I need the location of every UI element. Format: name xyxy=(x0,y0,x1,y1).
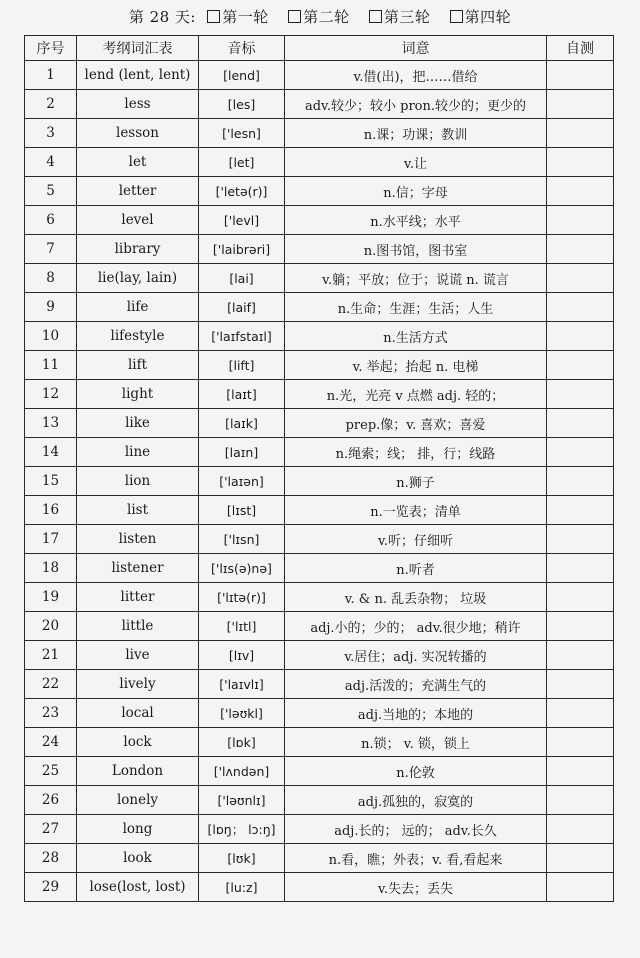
row-word: lend (lent, lent) xyxy=(77,61,199,90)
row-phonetic: ['letə(r)] xyxy=(199,177,285,206)
round-2-label: 第二轮 xyxy=(303,8,350,26)
row-phonetic: [lɒk] xyxy=(199,728,285,757)
row-number: 26 xyxy=(25,786,77,815)
row-meaning: adj.孤独的，寂寞的 xyxy=(285,786,547,815)
row-phonetic: [laɪn] xyxy=(199,438,285,467)
table-row xyxy=(25,496,614,525)
row-number: 3 xyxy=(25,119,77,148)
row-self-test-cell[interactable] xyxy=(547,873,614,902)
row-phonetic: ['levl] xyxy=(199,206,285,235)
row-phonetic: [lʊk] xyxy=(199,844,285,873)
row-self-test-cell[interactable] xyxy=(547,293,614,322)
row-word: lonely xyxy=(77,786,199,815)
row-word: little xyxy=(77,612,199,641)
row-word: light xyxy=(77,380,199,409)
row-word: litter xyxy=(77,583,199,612)
row-self-test-cell[interactable] xyxy=(547,815,614,844)
row-word: lock xyxy=(77,728,199,757)
row-number: 24 xyxy=(25,728,77,757)
row-phonetic: ['lɪtə(r)] xyxy=(199,583,285,612)
row-self-test-cell[interactable] xyxy=(547,554,614,583)
row-number: 16 xyxy=(25,496,77,525)
row-meaning: adj.小的；少的； adv.很少地；稍许 xyxy=(285,612,547,641)
vocabulary-table xyxy=(24,35,614,902)
row-phonetic: [laɪk] xyxy=(199,409,285,438)
row-meaning: n.图书馆，图书室 xyxy=(285,235,547,264)
row-meaning: n.水平线；水平 xyxy=(285,206,547,235)
table-row xyxy=(25,525,614,554)
row-number: 18 xyxy=(25,554,77,583)
row-word: lose(lost, lost) xyxy=(77,873,199,902)
row-phonetic: [les] xyxy=(199,90,285,119)
table-row xyxy=(25,351,614,380)
row-meaning: n.听者 xyxy=(285,554,547,583)
column-header-word: 考纲词汇表 xyxy=(77,36,199,61)
row-meaning: n.一览表；清单 xyxy=(285,496,547,525)
table-row xyxy=(25,757,614,786)
table-row xyxy=(25,786,614,815)
row-phonetic: ['lɪsn] xyxy=(199,525,285,554)
row-meaning: n.绳索；线； 排，行；线路 xyxy=(285,438,547,467)
row-meaning: v.听；仔细听 xyxy=(285,525,547,554)
table-header-row xyxy=(25,36,614,61)
row-phonetic: [lai] xyxy=(199,264,285,293)
row-meaning: v.借(出)，把……借给 xyxy=(285,61,547,90)
row-word: like xyxy=(77,409,199,438)
row-meaning: n.生命；生涯；生活；人生 xyxy=(285,293,547,322)
round-2-checkbox[interactable] xyxy=(288,10,301,23)
row-self-test-cell[interactable] xyxy=(547,206,614,235)
table-row xyxy=(25,467,614,496)
row-word: London xyxy=(77,757,199,786)
row-word: lesson xyxy=(77,119,199,148)
row-self-test-cell[interactable] xyxy=(547,612,614,641)
table-row xyxy=(25,612,614,641)
row-self-test-cell[interactable] xyxy=(547,438,614,467)
row-self-test-cell[interactable] xyxy=(547,235,614,264)
row-word: list xyxy=(77,496,199,525)
row-self-test-cell[interactable] xyxy=(547,699,614,728)
row-word: let xyxy=(77,148,199,177)
row-word: lifestyle xyxy=(77,322,199,351)
row-self-test-cell[interactable] xyxy=(547,844,614,873)
row-meaning: v.居住；adj. 实况转播的 xyxy=(285,641,547,670)
table-row xyxy=(25,235,614,264)
column-header-meaning: 词意 xyxy=(285,36,547,61)
row-number: 20 xyxy=(25,612,77,641)
row-word: lift xyxy=(77,351,199,380)
row-self-test-cell[interactable] xyxy=(547,641,614,670)
row-self-test-cell[interactable] xyxy=(547,148,614,177)
table-row xyxy=(25,293,614,322)
row-phonetic: ['ləʊkl] xyxy=(199,699,285,728)
row-number: 13 xyxy=(25,409,77,438)
table-row xyxy=(25,583,614,612)
row-meaning: v. 举起；抬起 n. 电梯 xyxy=(285,351,547,380)
row-phonetic: ['ləʊnlɪ] xyxy=(199,786,285,815)
round-4-checkbox[interactable] xyxy=(450,10,463,23)
row-word: letter xyxy=(77,177,199,206)
row-word: listen xyxy=(77,525,199,554)
column-header-phonetic: 音标 xyxy=(199,36,285,61)
row-number: 5 xyxy=(25,177,77,206)
row-word: level xyxy=(77,206,199,235)
row-self-test-cell[interactable] xyxy=(547,61,614,90)
row-self-test-cell[interactable] xyxy=(547,728,614,757)
row-word: library xyxy=(77,235,199,264)
table-row xyxy=(25,554,614,583)
column-header-number: 序号 xyxy=(25,36,77,61)
row-self-test-cell[interactable] xyxy=(547,757,614,786)
row-meaning: n.看，瞧；外表；v. 看,看起来 xyxy=(285,844,547,873)
table-row xyxy=(25,670,614,699)
row-word: local xyxy=(77,699,199,728)
row-phonetic: ['laɪvlɪ] xyxy=(199,670,285,699)
row-meaning: n.狮子 xyxy=(285,467,547,496)
row-self-test-cell[interactable] xyxy=(547,409,614,438)
row-phonetic: [lɒŋ； lɔ:ŋ] xyxy=(199,815,285,844)
row-meaning: adj.活泼的；充满生气的 xyxy=(285,670,547,699)
day-header xyxy=(0,6,640,27)
row-meaning: n.光，光亮 v 点燃 adj. 轻的； xyxy=(285,380,547,409)
row-phonetic: ['lɪtl] xyxy=(199,612,285,641)
table-row xyxy=(25,438,614,467)
row-number: 10 xyxy=(25,322,77,351)
row-number: 14 xyxy=(25,438,77,467)
row-phonetic: [lend] xyxy=(199,61,285,90)
row-phonetic: [let] xyxy=(199,148,285,177)
row-number: 17 xyxy=(25,525,77,554)
row-number: 22 xyxy=(25,670,77,699)
row-number: 12 xyxy=(25,380,77,409)
row-word: look xyxy=(77,844,199,873)
table-row xyxy=(25,119,614,148)
row-number: 25 xyxy=(25,757,77,786)
row-meaning: n.信；字母 xyxy=(285,177,547,206)
row-self-test-cell[interactable] xyxy=(547,380,614,409)
row-number: 8 xyxy=(25,264,77,293)
row-number: 11 xyxy=(25,351,77,380)
row-self-test-cell[interactable] xyxy=(547,119,614,148)
round-3-checkbox[interactable] xyxy=(369,10,382,23)
table-row xyxy=(25,206,614,235)
row-word: live xyxy=(77,641,199,670)
row-word: lion xyxy=(77,467,199,496)
row-self-test-cell[interactable] xyxy=(547,264,614,293)
row-phonetic: [laif] xyxy=(199,293,285,322)
row-self-test-cell[interactable] xyxy=(547,786,614,815)
row-number: 28 xyxy=(25,844,77,873)
row-meaning: v. & n. 乱丢杂物； 垃圾 xyxy=(285,583,547,612)
row-phonetic: [lɪst] xyxy=(199,496,285,525)
row-phonetic: ['laɪfstaɪl] xyxy=(199,322,285,351)
row-self-test-cell[interactable] xyxy=(547,90,614,119)
table-row xyxy=(25,148,614,177)
row-number: 21 xyxy=(25,641,77,670)
row-word: life xyxy=(77,293,199,322)
table-row xyxy=(25,641,614,670)
row-meaning: n.伦敦 xyxy=(285,757,547,786)
row-meaning: prep.像；v. 喜欢；喜爱 xyxy=(285,409,547,438)
row-meaning: n.生活方式 xyxy=(285,322,547,351)
row-meaning: n.课；功课；教训 xyxy=(285,119,547,148)
row-self-test-cell[interactable] xyxy=(547,177,614,206)
row-meaning: v.失去；丢失 xyxy=(285,873,547,902)
row-phonetic: ['lesn] xyxy=(199,119,285,148)
row-word: lie(lay, lain) xyxy=(77,264,199,293)
table-row xyxy=(25,844,614,873)
table-row xyxy=(25,264,614,293)
table-row xyxy=(25,699,614,728)
row-self-test-cell[interactable] xyxy=(547,467,614,496)
table-row xyxy=(25,409,614,438)
row-phonetic: ['laibrəri] xyxy=(199,235,285,264)
row-meaning: n.锁； v. 锁，锁上 xyxy=(285,728,547,757)
row-self-test-cell[interactable] xyxy=(547,525,614,554)
row-number: 19 xyxy=(25,583,77,612)
row-phonetic: ['lʌndən] xyxy=(199,757,285,786)
table-body xyxy=(25,61,614,902)
row-phonetic: [lift] xyxy=(199,351,285,380)
row-word: lively xyxy=(77,670,199,699)
round-4-label: 第四轮 xyxy=(464,8,512,26)
row-self-test-cell[interactable] xyxy=(547,322,614,351)
table-row xyxy=(25,61,614,90)
table-row xyxy=(25,90,614,119)
row-self-test-cell[interactable] xyxy=(547,351,614,380)
row-word: listener xyxy=(77,554,199,583)
row-number: 15 xyxy=(25,467,77,496)
table-row xyxy=(25,728,614,757)
column-header-self-test: 自测 xyxy=(547,36,614,61)
row-phonetic: [lɪv] xyxy=(199,641,285,670)
row-number: 6 xyxy=(25,206,77,235)
row-word: long xyxy=(77,815,199,844)
row-self-test-cell[interactable] xyxy=(547,670,614,699)
row-meaning: adj.当地的；本地的 xyxy=(285,699,547,728)
row-number: 7 xyxy=(25,235,77,264)
table-row xyxy=(25,815,614,844)
row-self-test-cell[interactable] xyxy=(547,496,614,525)
row-number: 23 xyxy=(25,699,77,728)
row-phonetic: ['lɪs(ə)nə] xyxy=(199,554,285,583)
row-meaning: v.让 xyxy=(285,148,547,177)
row-word: line xyxy=(77,438,199,467)
row-phonetic: [laɪt] xyxy=(199,380,285,409)
round-1-label: 第一轮 xyxy=(222,8,269,26)
table-row xyxy=(25,322,614,351)
row-number: 4 xyxy=(25,148,77,177)
row-number: 9 xyxy=(25,293,77,322)
round-3-label: 第三轮 xyxy=(383,8,431,26)
row-number: 2 xyxy=(25,90,77,119)
row-number: 1 xyxy=(25,61,77,90)
table-row xyxy=(25,177,614,206)
row-meaning: v.躺；平放；位于；说谎 n. 谎言 xyxy=(285,264,547,293)
day-label: 第 28 天: xyxy=(128,8,196,26)
table-row xyxy=(25,873,614,902)
row-number: 27 xyxy=(25,815,77,844)
row-self-test-cell[interactable] xyxy=(547,583,614,612)
row-phonetic: [lu:z] xyxy=(199,873,285,902)
round-1-checkbox[interactable] xyxy=(207,10,220,23)
row-phonetic: ['laɪən] xyxy=(199,467,285,496)
row-word: less xyxy=(77,90,199,119)
row-number: 29 xyxy=(25,873,77,902)
table-row xyxy=(25,380,614,409)
row-meaning: adv.较少；较小 pron.较少的；更少的 xyxy=(285,90,547,119)
row-meaning: adj.长的； 远的； adv.长久 xyxy=(285,815,547,844)
